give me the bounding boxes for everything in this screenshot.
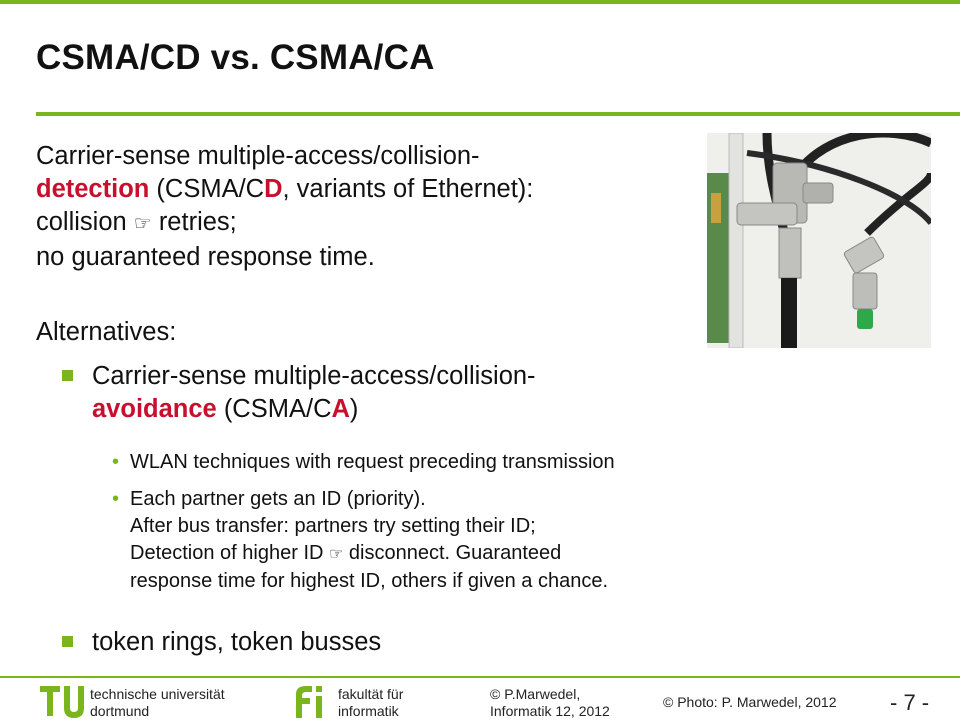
detection-highlight: detection [36, 175, 150, 203]
copyright-icon: © [490, 686, 501, 702]
page-number: - 7 - [890, 690, 930, 715]
intro-line-3 [36, 206, 696, 241]
intro-line-2-b: , variants of Ethernet): [282, 175, 534, 203]
square-bullet-icon [62, 370, 73, 381]
intro-line-3-b: retries; [151, 208, 237, 236]
footer-rule [0, 676, 960, 678]
top-accent-bar [0, 0, 960, 4]
footer-uni-line-2: dortmund [90, 703, 150, 719]
footer-copyright [490, 686, 610, 720]
footer-fak-line-2: informatik [338, 703, 399, 719]
footer-university [90, 686, 225, 720]
item1-line-1: Carrier-sense multiple-access/collision- [92, 362, 536, 390]
sub2-line-4: response time for highest ID, others if given a chance. [130, 570, 609, 592]
item1-end: ) [349, 395, 359, 423]
pointing-hand-icon: ☞ [329, 546, 344, 563]
list-item-token [62, 626, 381, 659]
sub2-line-1: Each partner gets an ID (priority). [130, 488, 426, 510]
d-highlight: D [264, 175, 283, 203]
intro-line-3-a: collision [36, 208, 134, 236]
tu-logo-icon [40, 684, 86, 718]
sub2-line-3 [130, 540, 608, 568]
dot-bullet-icon: • [112, 451, 120, 473]
pointing-hand-icon: ☞ [133, 213, 152, 235]
intro-line-4: no guaranteed response time. [36, 243, 375, 271]
title-rule [36, 112, 960, 116]
intro-paragraph [36, 140, 696, 274]
footer-copy-name: P.Marwedel, [504, 686, 581, 702]
sub-item-priority [112, 486, 608, 595]
a-highlight: A [331, 395, 350, 423]
footer-fak-line-1: fakultät für [338, 686, 404, 702]
sub2-line-2: After bus transfer: partners try setting their ID; [130, 515, 536, 537]
item1-line-2 [92, 393, 536, 426]
sub2-line-3-a: Detection of higher ID [130, 542, 329, 564]
intro-line-2 [36, 173, 696, 206]
dot-bullet-icon: • [112, 488, 120, 510]
list-item-csma-ca [62, 360, 536, 426]
sub-item-wlan [112, 449, 615, 476]
fi-logo-icon [290, 684, 330, 718]
item2-text: token rings, token busses [92, 628, 382, 656]
footer-copy-line-1 [490, 686, 610, 703]
item1-mid: (CSMA/C [216, 395, 332, 423]
sub1-text: WLAN techniques with request preceding transmission [130, 451, 615, 473]
slide-title: CSMA/CD vs. CSMA/CA [36, 38, 435, 77]
footer-faculty [338, 686, 403, 720]
coax-connector-photo [707, 133, 931, 348]
footer-uni-line-1: technische universität [90, 686, 225, 702]
intro-line-1: Carrier-sense multiple-access/collision- [36, 142, 480, 170]
square-bullet-icon [62, 636, 73, 647]
footer-photo-credit: © Photo: P. Marwedel, 2012 [663, 694, 837, 710]
alternatives-label: Alternatives: [36, 318, 177, 346]
intro-line-2-a: (CSMA/C [149, 175, 265, 203]
avoidance-highlight: avoidance [92, 395, 217, 423]
footer-copy-line-2: Informatik 12, 2012 [490, 703, 610, 719]
sub2-line-3-b: disconnect. Guaranteed [343, 542, 562, 564]
